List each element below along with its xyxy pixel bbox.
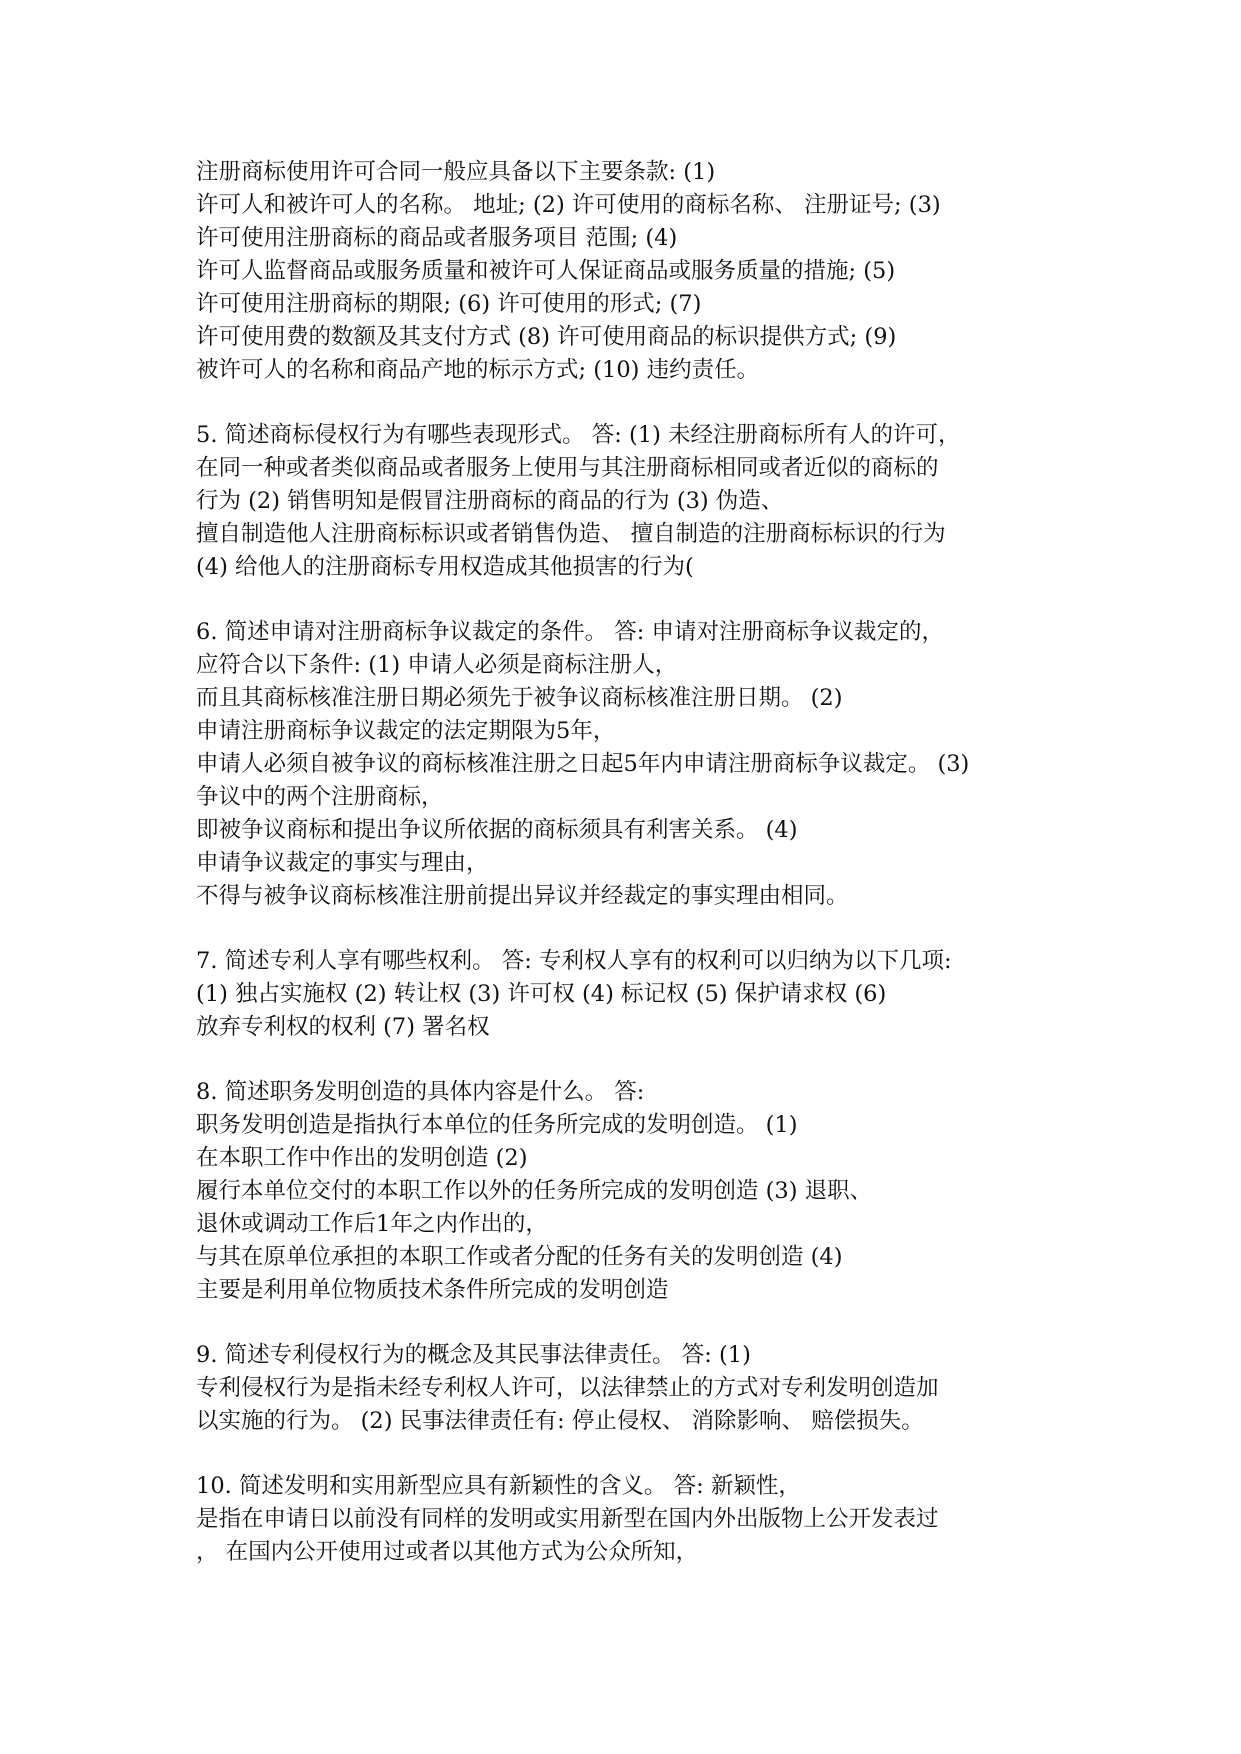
paragraph-question-8	[196, 1076, 1196, 1307]
text-line: 许可人监督商品或服务质量和被许可人保证商品或服务质量的措施; (5)	[196, 258, 896, 284]
text-line: 履行本单位交付的本职工作以外的任务所完成的发明创造 (3) 退职、	[196, 1178, 873, 1204]
text-line: 与其在原单位承担的本职工作或者分配的任务有关的发明创造 (4)	[196, 1244, 843, 1270]
paragraph-question-10	[196, 1470, 1196, 1569]
paragraph-question-7	[196, 945, 1196, 1044]
text-line: 应符合以下条件: (1) 申请人必须是商标注册人，	[196, 652, 678, 678]
text-line: 放弃专利权的权利 (7) 署名权	[196, 1014, 490, 1040]
text-line: 5. 简述商标侵权行为有哪些表现形式。 答: (1) 未经注册商标所有人的许可，	[196, 422, 961, 448]
text-line: 许可使用注册商标的商品或者服务项目 范围; (4)	[196, 225, 678, 251]
text-line: 被许可人的名称和商品产地的标示方式; (10) 违约责任。	[196, 357, 760, 383]
text-line: 申请人必须自被争议的商标核准注册之日起5年内申请注册商标争议裁定。 (3)	[196, 751, 970, 777]
text-line: 主要是利用单位物质技术条件所完成的发明创造	[196, 1277, 669, 1303]
text-line: 在本职工作中作出的发明创造 (2)	[196, 1145, 528, 1171]
text-line: 申请争议裁定的事实与理由，	[196, 850, 489, 876]
paragraph-question-5	[196, 419, 1196, 584]
text-line: (4) 给他人的注册商标专用权造成其他损害的行为(	[196, 554, 694, 580]
text-line: 8. 简述职务发明创造的具体内容是什么。 答:	[196, 1079, 645, 1105]
text-line: 许可使用注册商标的期限; (6) 许可使用的形式; (7)	[196, 291, 702, 317]
text-line: 6. 简述申请对注册商标争议裁定的条件。 答: 申请对注册商标争议裁定的，	[196, 619, 945, 645]
paragraph-question-6	[196, 616, 1196, 913]
text-line: 许可人和被许可人的名称。 地址; (2) 许可使用的商标名称、 注册证号; (3)	[196, 192, 941, 218]
text-line: 擅自制造他人注册商标标识或者销售伪造、 擅自制造的注册商标标识的行为	[196, 521, 946, 547]
text-line: 申请注册商标争议裁定的法定期限为5年，	[196, 718, 616, 744]
text-line: 而且其商标核准注册日期必须先于被争议商标核准注册日期。 (2)	[196, 685, 843, 711]
document-page	[196, 156, 1196, 1601]
text-line: ， 在国内公开使用过或者以其他方式为公众所知，	[196, 1539, 699, 1565]
text-line: 许可使用费的数额及其支付方式 (8) 许可使用商品的标识提供方式; (9)	[196, 324, 897, 350]
text-line: 在同一种或者类似商品或者服务上使用与其注册商标相同或者近似的商标的	[196, 455, 939, 481]
text-line: 争议中的两个注册商标，	[196, 784, 444, 810]
text-line: 10. 简述发明和实用新型应具有新颖性的含义。 答: 新颖性，	[196, 1473, 801, 1499]
text-line: 注册商标使用许可合同一般应具备以下主要条款: (1)	[196, 159, 716, 185]
text-line: 即被争议商标和提出争议所依据的商标须具有利害关系。 (4)	[196, 817, 798, 843]
text-line: 职务发明创造是指执行本单位的任务所完成的发明创造。 (1)	[196, 1112, 798, 1138]
text-line: 不得与被争议商标核准注册前提出异议并经裁定的事实理由相同。	[196, 883, 849, 909]
text-line: (1) 独占实施权 (2) 转让权 (3) 许可权 (4) 标记权 (5) 保护请求权 (6)	[196, 981, 887, 1007]
text-line: 7. 简述专利人享有哪些权利。 答: 专利权人享有的权利可以归纳为以下几项:	[196, 948, 952, 974]
text-line: 9. 简述专利侵权行为的概念及其民事法律责任。 答: (1)	[196, 1342, 751, 1368]
text-line: 以实施的行为。 (2) 民事法律责任有: 停止侵权、 消除影响、 赔偿损失。	[196, 1408, 924, 1434]
paragraph-license-clauses	[196, 156, 1196, 387]
text-line: 是指在申请日以前没有同样的发明或实用新型在国内外出版物上公开发表过	[196, 1506, 939, 1532]
paragraph-question-9	[196, 1339, 1196, 1438]
text-line: 退休或调动工作后1年之内作出的，	[196, 1211, 548, 1237]
text-line: 专利侵权行为是指未经专利权人许可，以法律禁止的方式对专利发明创造加	[196, 1375, 939, 1401]
text-line: 行为 (2) 销售明知是假冒注册商标的商品的行为 (3) 伪造、	[196, 488, 784, 514]
